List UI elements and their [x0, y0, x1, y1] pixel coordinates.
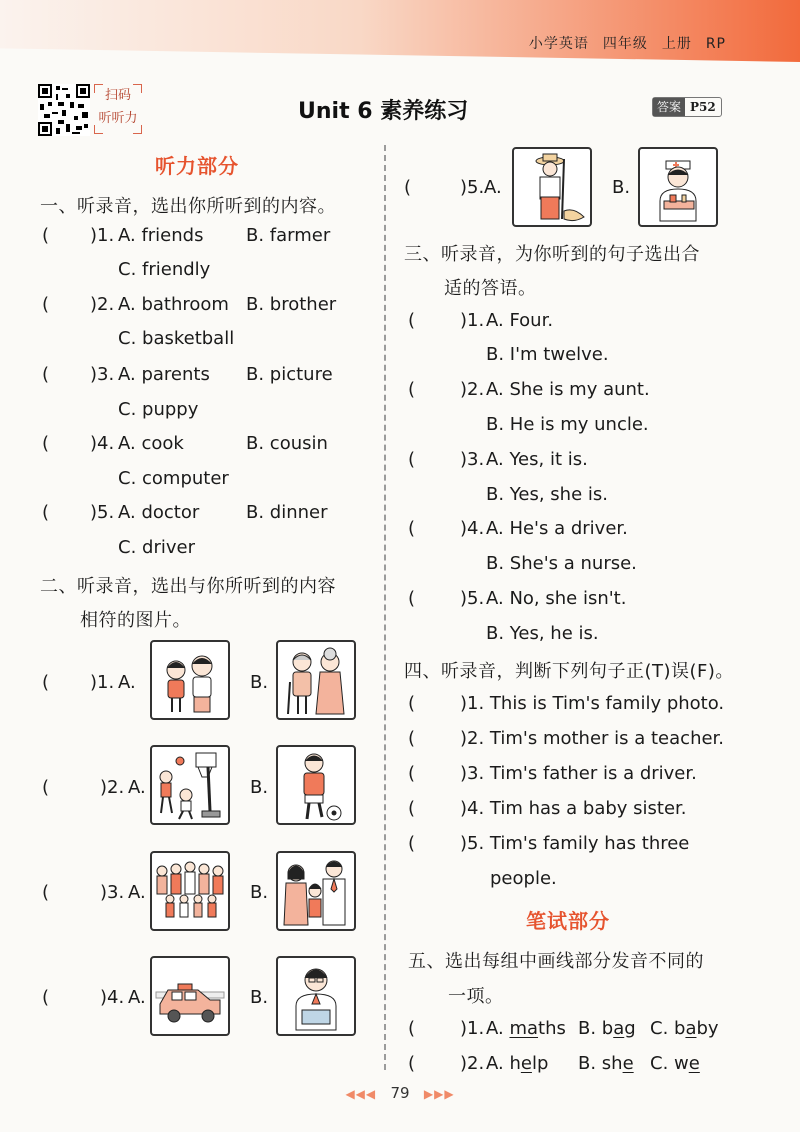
option-a: A. doctor	[118, 502, 200, 523]
option-a-label: A.	[118, 672, 136, 693]
option-b: B. Yes, he is.	[486, 623, 599, 644]
answer-blank[interactable]: (	[42, 225, 50, 246]
part4-item-2: )2. Tim's mother is a teacher.	[460, 728, 725, 749]
item-number: )5.	[90, 502, 115, 523]
answer-blank[interactable]: (	[42, 364, 50, 385]
picture-nurse-option[interactable]	[638, 147, 718, 227]
option-a: A. cook	[118, 433, 184, 454]
page-footer	[0, 1084, 800, 1102]
option-a: A. friends	[118, 225, 204, 246]
item-number: )4.	[460, 518, 485, 539]
option-c: C. computer	[118, 468, 229, 489]
option-a: A. help	[486, 1053, 549, 1074]
picture-big-family-option[interactable]	[150, 851, 230, 931]
item-number: )5.	[460, 588, 485, 609]
header-info	[515, 33, 726, 53]
item-number: )4.	[90, 433, 115, 454]
item-number: )1.	[460, 310, 485, 331]
answer-blank[interactable]: (	[408, 588, 416, 609]
part4-item-3: )3. Tim's father is a driver.	[460, 763, 697, 784]
item-number: )2.	[460, 1053, 485, 1074]
option-a-label: A.	[128, 777, 146, 798]
picture-small-family-option[interactable]	[276, 851, 356, 931]
answer-page: P52	[690, 100, 716, 114]
answer-blank[interactable]: (	[42, 294, 50, 315]
item-number: )4.	[100, 987, 125, 1008]
option-a: A. He's a driver.	[486, 518, 628, 539]
option-c: C. driver	[118, 537, 195, 558]
column-divider	[384, 145, 386, 1070]
option-a-label: A.	[484, 177, 502, 198]
part4-item-1: )1. This is Tim's family photo.	[460, 693, 725, 714]
item-number: )5.	[460, 177, 485, 198]
part4-item-4: )4. Tim has a baby sister.	[460, 798, 687, 819]
item-number: )1.	[90, 672, 115, 693]
item-number: )3.	[90, 364, 115, 385]
option-c: C. baby	[650, 1018, 719, 1039]
option-a: A. bathroom	[118, 294, 229, 315]
answer-blank[interactable]: (	[408, 379, 416, 400]
header-subject: 小学英语	[528, 36, 589, 52]
scan-label-line2: 听听力	[98, 111, 138, 126]
option-b: B. farmer	[246, 225, 331, 246]
option-c: C. basketball	[118, 328, 235, 349]
item-number: )2.	[460, 379, 485, 400]
item-number: )1.	[90, 225, 115, 246]
page-title: Unit 6 素养练习	[298, 99, 469, 124]
part3-heading-line2: 适的答语。	[444, 278, 537, 299]
answer-blank[interactable]: (	[42, 987, 50, 1008]
picture-taxi-option[interactable]	[150, 956, 230, 1036]
option-a: A. parents	[118, 364, 210, 385]
option-a-label: A.	[128, 987, 146, 1008]
option-b: B. picture	[246, 364, 333, 385]
answer-blank[interactable]: (	[42, 502, 50, 523]
picture-football-player-option[interactable]	[276, 745, 356, 825]
answer-badge	[652, 97, 722, 117]
qr-code-icon[interactable]	[38, 84, 90, 136]
option-a: A. maths	[486, 1018, 566, 1039]
answer-label: 答案	[653, 98, 685, 116]
option-b: B. I'm twelve.	[486, 344, 609, 365]
answer-blank[interactable]: (	[404, 177, 412, 198]
option-a: A. She is my aunt.	[486, 379, 650, 400]
item-number: )2.	[90, 294, 115, 315]
option-b: B. she	[578, 1053, 634, 1074]
option-c: C. friendly	[118, 259, 211, 280]
picture-basketball-option[interactable]	[150, 745, 230, 825]
scan-label-line1: 扫码	[104, 88, 131, 103]
part4-heading: 四、听录音，判断下列句子正(T)误(F)。	[404, 661, 734, 682]
option-b-label: B.	[250, 987, 269, 1008]
answer-blank[interactable]: (	[42, 882, 50, 903]
item-number: )3.	[460, 449, 485, 470]
option-b: B. Yes, she is.	[486, 484, 608, 505]
option-b: B. cousin	[246, 433, 328, 454]
option-b: B. brother	[246, 294, 337, 315]
answer-blank[interactable]: (	[408, 1053, 416, 1074]
answer-blank[interactable]: (	[408, 310, 416, 331]
picture-doctor-option[interactable]	[276, 956, 356, 1036]
option-a: A. Yes, it is.	[486, 449, 588, 470]
option-c: C. we	[650, 1053, 700, 1074]
answer-blank[interactable]: (	[408, 763, 416, 784]
listening-section-title: 听力部分	[155, 154, 239, 178]
answer-blank[interactable]: (	[42, 433, 50, 454]
option-b-label: B.	[612, 177, 631, 198]
part3-heading-line1: 三、听录音，为你听到的句子选出合	[404, 244, 700, 265]
part2-heading-line2: 相符的图片。	[80, 610, 191, 631]
picture-farmer-option[interactable]	[512, 147, 592, 227]
picture-children-option[interactable]	[150, 640, 230, 720]
option-b: B. dinner	[246, 502, 328, 523]
prev-arrows-icon: ◀◀◀	[345, 1087, 377, 1101]
option-b-label: B.	[250, 777, 269, 798]
part2-heading-line1: 二、听录音，选出与你所听到的内容	[40, 576, 336, 597]
answer-blank[interactable]: (	[408, 449, 416, 470]
option-b: B. She's a nurse.	[486, 553, 637, 574]
part5-heading-line1: 五、选出每组中画线部分发音不同的	[408, 951, 704, 972]
option-b-label: B.	[250, 672, 269, 693]
answer-blank[interactable]: (	[408, 693, 416, 714]
answer-blank[interactable]: (	[42, 777, 50, 798]
option-b-label: B.	[250, 882, 269, 903]
header-grade: 四年级	[602, 36, 648, 52]
part1-heading: 一、听录音，选出你所听到的内容。	[40, 196, 336, 217]
writing-section-title: 笔试部分	[526, 909, 610, 933]
answer-blank[interactable]: (	[408, 1018, 416, 1039]
item-number: )3.	[100, 882, 125, 903]
answer-blank[interactable]: (	[408, 728, 416, 749]
option-b: B. He is my uncle.	[486, 414, 649, 435]
answer-blank[interactable]: (	[408, 833, 416, 854]
part4-item-5: )5. Tim's family has three	[460, 833, 690, 854]
page-number: 79	[390, 1084, 410, 1102]
picture-grandparents-option[interactable]	[276, 640, 356, 720]
option-a: A. Four.	[486, 310, 554, 331]
next-arrows-icon: ▶▶▶	[423, 1087, 455, 1101]
option-a: A. No, she isn't.	[486, 588, 627, 609]
item-number: )2.	[100, 777, 125, 798]
scan-listen-label[interactable]	[94, 84, 142, 134]
answer-blank[interactable]: (	[408, 798, 416, 819]
part5-heading-line2: 一项。	[448, 986, 504, 1007]
header-volume: 上册	[661, 36, 692, 52]
option-b: B. bag	[578, 1018, 636, 1039]
item-number: )1.	[460, 1018, 485, 1039]
answer-blank[interactable]: (	[408, 518, 416, 539]
answer-blank[interactable]: (	[42, 672, 50, 693]
header-edition: RP	[705, 36, 726, 52]
option-a-label: A.	[128, 882, 146, 903]
option-c: C. puppy	[118, 399, 199, 420]
part4-item-5-cont: people.	[490, 868, 557, 889]
